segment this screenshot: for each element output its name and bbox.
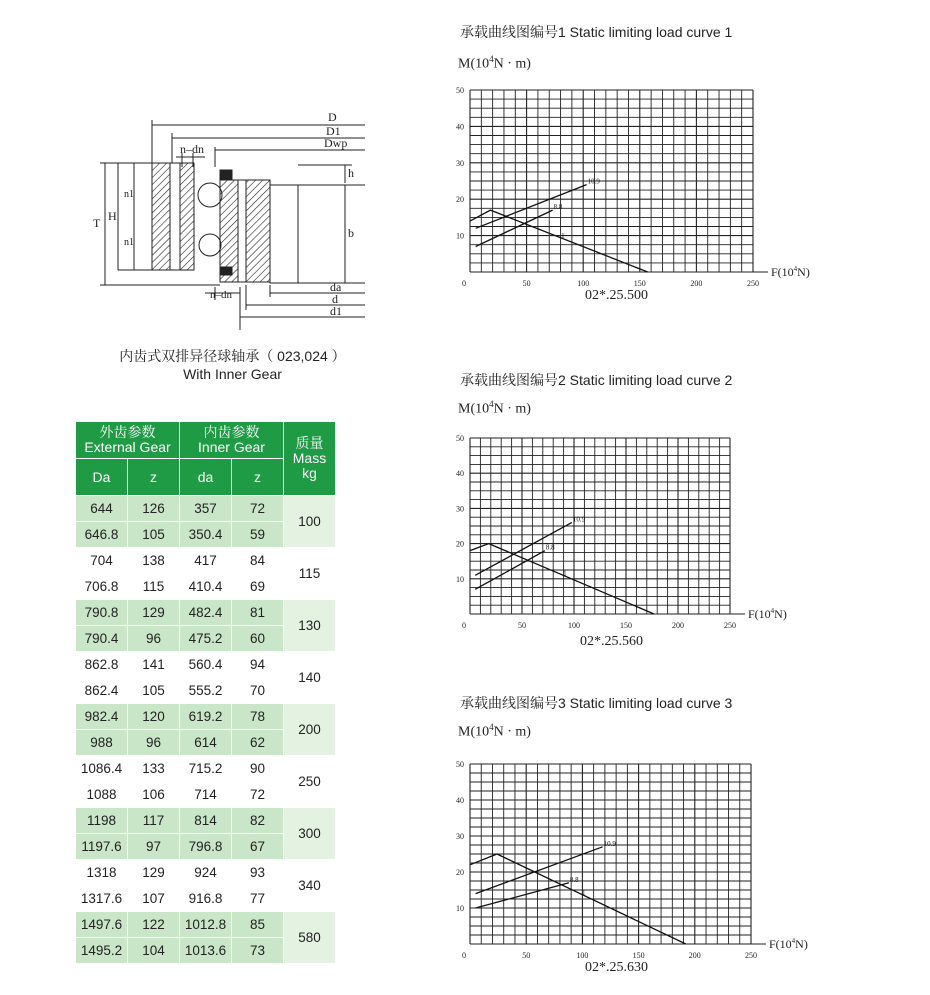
cell-z-inner: 60 (232, 626, 284, 652)
y-tick-label: 40 (456, 469, 464, 479)
cell-z-external: 105 (128, 522, 180, 548)
x-axis-label: $F(10^4N)$ (771, 265, 810, 279)
cell-mass: 140 (284, 652, 336, 704)
x-tick-label: 100 (576, 951, 589, 960)
cell-z-inner: 82 (232, 808, 284, 834)
cell-da: 482.4 (180, 600, 232, 626)
cell-z-external: 104 (128, 938, 180, 964)
y-tick-label: 30 (456, 504, 464, 514)
dim-T: T (93, 216, 101, 230)
dim-h: h (348, 166, 354, 180)
dim-D1: D1 (326, 124, 341, 138)
cell-z-external: 96 (128, 730, 180, 756)
x-tick-label: 100 (577, 279, 590, 288)
col-da: da (180, 459, 232, 496)
cell-z-external: 141 (128, 652, 180, 678)
y-tick-label: 20 (456, 195, 464, 205)
dim-n1-top: n1 (124, 189, 134, 200)
cell-Da: 706.8 (76, 574, 128, 600)
dim-d: d (332, 292, 338, 306)
chart-2-plot (440, 428, 840, 628)
cell-Da: 1495.2 (76, 938, 128, 964)
cell-da: 924 (180, 860, 232, 886)
cell-z-inner: 94 (232, 652, 284, 678)
cell-da: 357 (180, 496, 232, 522)
cell-Da: 646.8 (76, 522, 128, 548)
cell-z-inner: 90 (232, 756, 284, 782)
cell-z-external: 126 (128, 496, 180, 522)
cell-z-external: 107 (128, 886, 180, 912)
y-tick-label: 50 (456, 86, 464, 95)
x-tick-label: 250 (724, 621, 736, 630)
x-axis-label: $F(10^4N)$ (769, 937, 808, 951)
cell-z-inner: 78 (232, 704, 284, 730)
x-tick-label: 0 (462, 279, 466, 288)
chart-1-code: 02*.25.500 (585, 288, 648, 303)
cell-Da: 1198 (76, 808, 128, 834)
mass-header: 质量 Mass kg (284, 422, 336, 496)
y-tick-label: 30 (456, 832, 464, 841)
series-label: 10.9 (603, 839, 616, 848)
y-tick-label: 40 (456, 122, 464, 132)
cell-z-external: 106 (128, 782, 180, 808)
col-z-inner: z (232, 459, 284, 496)
drawing-caption-en: With Inner Gear (183, 366, 282, 382)
cell-Da: 644 (76, 496, 128, 522)
dim-n1-bottom: n1 (124, 237, 134, 248)
y-tick-label: 50 (456, 760, 464, 769)
series-line-10-9 (475, 522, 572, 578)
cell-z-inner: 93 (232, 860, 284, 886)
x-tick-label: 150 (632, 951, 645, 960)
chart-3-ylabel: $M(10^4N \cdot m)$ (458, 722, 531, 740)
cell-mass: 340 (284, 860, 336, 912)
x-tick-label: 100 (568, 621, 580, 630)
cell-Da: 1086.4 (76, 756, 128, 782)
table-row (76, 808, 336, 834)
cell-z-external: 138 (128, 548, 180, 574)
cell-Da: 1318 (76, 860, 128, 886)
cell-mass: 300 (284, 808, 336, 860)
x-tick-label: 0 (462, 951, 466, 960)
dim-n-dn-top: n–dn (180, 142, 204, 156)
cell-Da: 1088 (76, 782, 128, 808)
cell-da: 475.2 (180, 626, 232, 652)
cell-Da: 704 (76, 548, 128, 574)
table-row (76, 912, 336, 938)
x-tick-label: 200 (672, 621, 684, 630)
y-tick-label: 10 (456, 904, 464, 913)
cell-Da: 1497.6 (76, 912, 128, 938)
cell-z-inner: 73 (232, 938, 284, 964)
table-row (76, 860, 336, 886)
cell-da: 619.2 (180, 704, 232, 730)
cell-mass: 115 (284, 548, 336, 600)
cell-z-external: 122 (128, 912, 180, 938)
cell-da: 350.4 (180, 522, 232, 548)
cell-z-external: 105 (128, 678, 180, 704)
dim-b: b (348, 226, 354, 240)
series-line-8-8 (476, 210, 553, 246)
x-tick-label: 150 (633, 279, 646, 288)
cell-z-external: 129 (128, 860, 180, 886)
series-label: 8.8 (569, 875, 579, 884)
chart-3-code: 02*.25.630 (585, 960, 648, 975)
bearing-cross-section-drawing (90, 105, 380, 335)
cell-Da: 790.8 (76, 600, 128, 626)
y-tick-label: 10 (456, 574, 464, 584)
cell-mass: 130 (284, 600, 336, 652)
y-tick-label: 20 (456, 868, 464, 877)
cell-Da: 790.4 (76, 626, 128, 652)
cell-da: 560.4 (180, 652, 232, 678)
cell-Da: 1197.6 (76, 834, 128, 860)
x-tick-label: 250 (745, 951, 757, 960)
y-tick-label: 30 (456, 158, 464, 168)
chart-2-code: 02*.25.560 (580, 634, 643, 649)
cell-z-external: 115 (128, 574, 180, 600)
dim-n-dn-bottom: n–dn (210, 289, 232, 301)
cell-z-inner: 72 (232, 496, 284, 522)
cell-da: 417 (180, 548, 232, 574)
dim-d1: d1 (330, 304, 342, 318)
x-tick-label: 50 (518, 621, 526, 630)
col-z-external: z (128, 459, 180, 496)
series-label: 8.8 (545, 543, 555, 552)
chart-2-title: 承载曲线图编号2 Static limiting load curve 2 (460, 372, 733, 388)
cell-da: 614 (180, 730, 232, 756)
cell-z-inner: 59 (232, 522, 284, 548)
table-row (76, 548, 336, 574)
cell-z-external: 129 (128, 600, 180, 626)
cell-da: 714 (180, 782, 232, 808)
dim-Dwp: Dwp (324, 136, 348, 150)
cell-z-inner: 81 (232, 600, 284, 626)
cell-Da: 982.4 (76, 704, 128, 730)
x-axis-label: $F(10^4N)$ (748, 607, 787, 621)
cell-z-inner: 85 (232, 912, 284, 938)
chart-3-plot (440, 752, 840, 960)
cell-z-inner: 67 (232, 834, 284, 860)
cell-Da: 1317.6 (76, 886, 128, 912)
table-row (76, 756, 336, 782)
series-label: 8.8 (553, 203, 563, 212)
x-tick-label: 200 (690, 279, 703, 288)
cell-z-external: 120 (128, 704, 180, 730)
table-row (76, 600, 336, 626)
cell-da: 555.2 (180, 678, 232, 704)
cell-z-inner: 69 (232, 574, 284, 600)
x-tick-label: 150 (620, 621, 632, 630)
cell-z-external: 97 (128, 834, 180, 860)
cell-z-inner: 70 (232, 678, 284, 704)
cell-da: 814 (180, 808, 232, 834)
series-label: 10.9 (572, 515, 586, 524)
col-Da: Da (76, 459, 128, 496)
x-tick-label: 0 (462, 621, 466, 630)
cell-z-inner: 72 (232, 782, 284, 808)
chart-1-ylabel: $M(10^4N \cdot m)$ (458, 54, 531, 72)
dim-D: D (328, 110, 337, 124)
cell-mass: 580 (284, 912, 336, 964)
table-row (76, 652, 336, 678)
cell-da: 1013.6 (180, 938, 232, 964)
cell-Da: 988 (76, 730, 128, 756)
y-tick-label: 50 (456, 434, 464, 443)
cell-z-inner: 84 (232, 548, 284, 574)
chart-3-title: 承载曲线图编号3 Static limiting load curve 3 (460, 695, 733, 711)
cell-da: 715.2 (180, 756, 232, 782)
chart-1-plot (440, 80, 840, 288)
cell-z-external: 133 (128, 756, 180, 782)
cell-da: 796.8 (180, 834, 232, 860)
dim-da: da (330, 280, 342, 294)
cell-da: 1012.8 (180, 912, 232, 938)
series-label: 1 (561, 231, 565, 240)
y-tick-label: 40 (456, 796, 464, 805)
x-tick-label: 200 (688, 951, 701, 960)
cell-da: 916.8 (180, 886, 232, 912)
chart-1-title: 承载曲线图编号1 Static limiting load curve 1 (460, 24, 733, 40)
cell-mass: 250 (284, 756, 336, 808)
dim-H: H (108, 209, 117, 223)
table-row (76, 704, 336, 730)
cell-da: 410.4 (180, 574, 232, 600)
cell-Da: 862.8 (76, 652, 128, 678)
y-tick-label: 20 (456, 539, 464, 549)
cell-mass: 200 (284, 704, 336, 756)
series-label: 10.9 (587, 177, 600, 186)
cell-z-external: 96 (128, 626, 180, 652)
cell-z-external: 117 (128, 808, 180, 834)
cell-z-inner: 77 (232, 886, 284, 912)
cell-mass: 100 (284, 496, 336, 548)
x-tick-label: 250 (747, 279, 759, 288)
y-tick-label: 10 (456, 231, 464, 241)
chart-2-ylabel: $M(10^4N \cdot m)$ (458, 399, 531, 417)
spec-table-body (76, 496, 336, 964)
x-tick-label: 50 (522, 951, 531, 960)
drawing-caption-cn: 内齿式双排异径球轴承（ 023,024 ） (119, 348, 346, 364)
external-gear-header: 外齿参数 External Gear (76, 422, 180, 459)
table-row (76, 496, 336, 522)
series-label: 1 (581, 888, 586, 897)
series-line-8-8 (476, 883, 569, 908)
x-tick-label: 50 (522, 279, 531, 288)
inner-gear-header: 内齿参数 Inner Gear (180, 422, 284, 459)
gear-spec-table (75, 421, 336, 964)
cell-z-inner: 62 (232, 730, 284, 756)
series-label: 1 (563, 569, 567, 578)
cell-Da: 862.4 (76, 678, 128, 704)
